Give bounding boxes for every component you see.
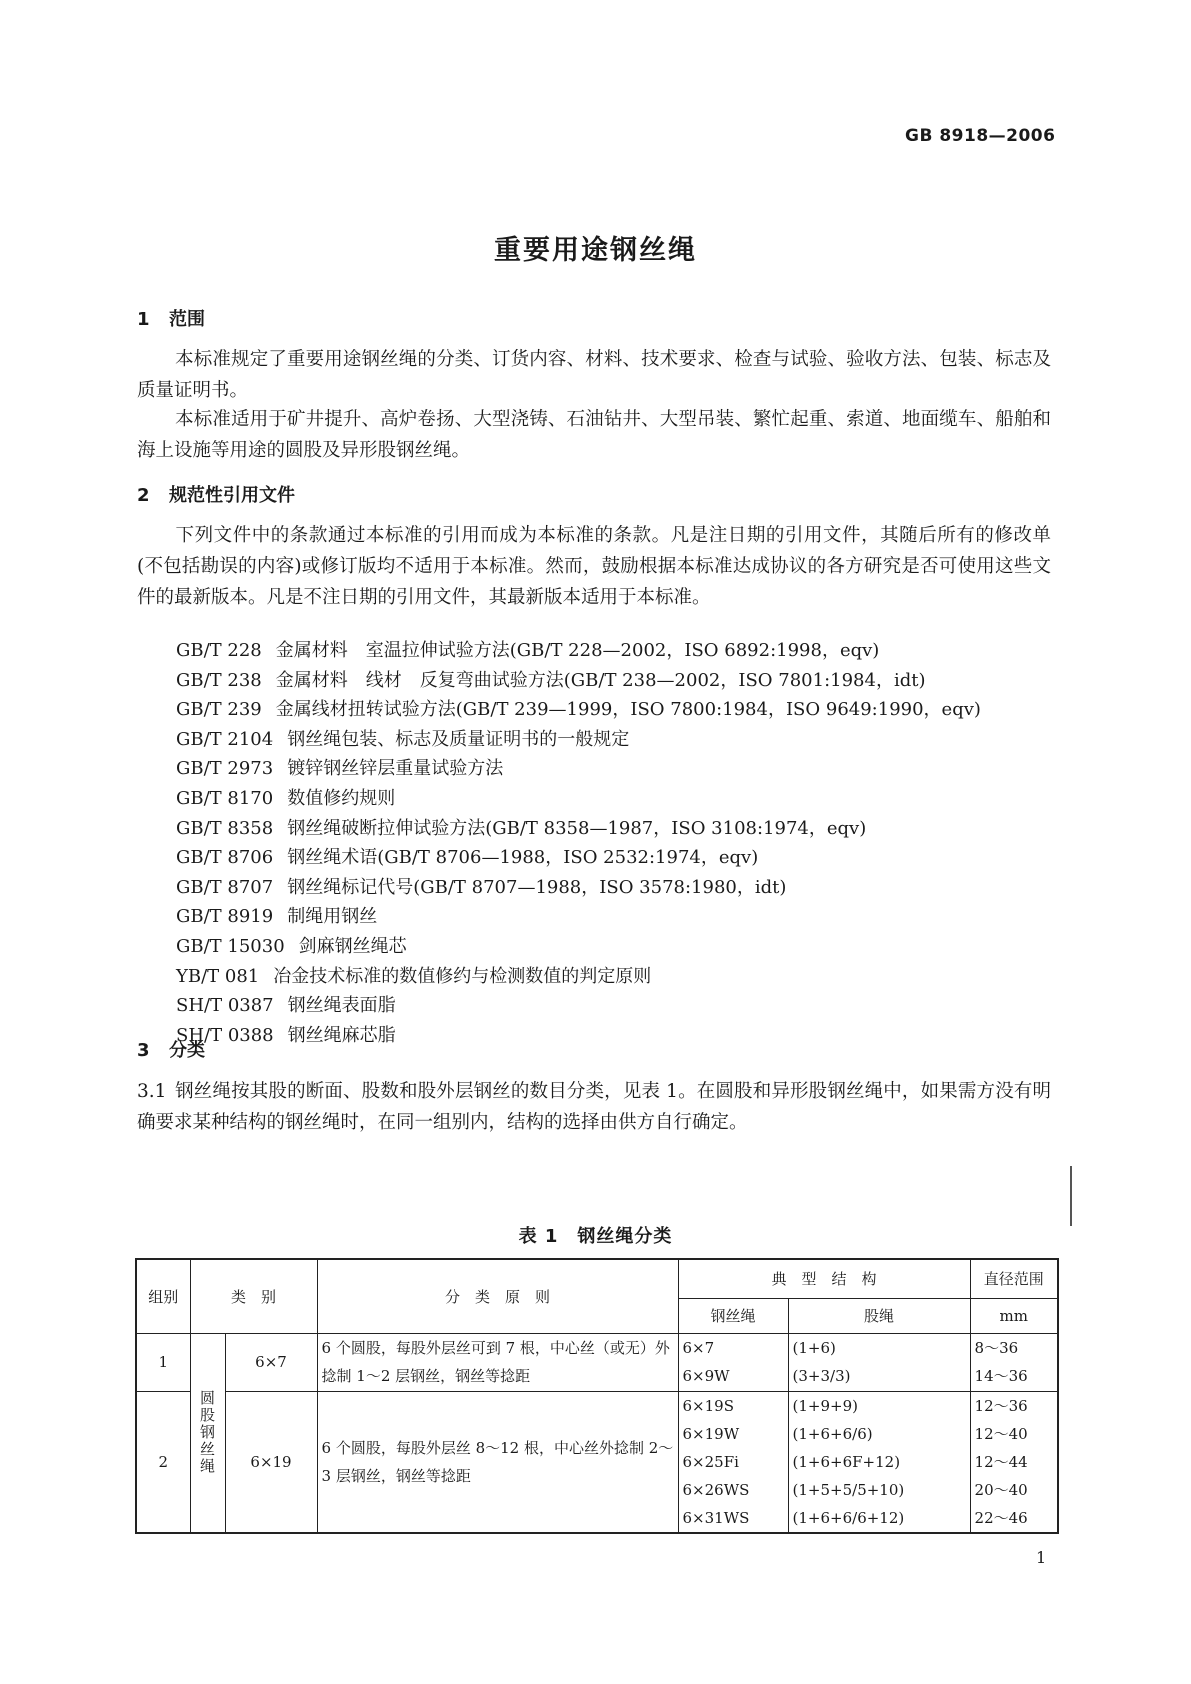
cell-line: 6×25Fi xyxy=(682,1452,739,1471)
section-1-heading xyxy=(137,305,205,331)
cell-line: 8～36 xyxy=(974,1339,1019,1357)
cell-line: 14～36 xyxy=(974,1367,1028,1385)
cell-line: 22～46 xyxy=(974,1508,1028,1527)
document-title: 重要用途钢丝绳 xyxy=(494,235,697,266)
reference-title: 冶金技术标准的数值修约与检测数值的判定原则 xyxy=(273,965,652,987)
reference-code: GB/T 2104 xyxy=(176,728,274,750)
cell-line: (1+9+9) xyxy=(792,1396,858,1415)
reference-item xyxy=(176,902,377,928)
cell-line: 6×19S xyxy=(682,1396,734,1415)
reference-code: GB/T 8919 xyxy=(176,906,274,928)
reference-title: 钢丝绳破断拉伸试验方法(GB/T 8358—1987，ISO 3108:1974，eqv) xyxy=(287,817,867,839)
reference-item xyxy=(176,725,629,751)
reference-title: 钢丝绳标记代号(GB/T 8707—1988，ISO 3578:1980，idt) xyxy=(287,876,787,898)
reference-item xyxy=(176,666,926,692)
section-1-paragraph-1: 本标准规定了重要用途钢丝绳的分类、订货内容、材料、技术要求、检查与试验、验收方法、包装、标志及质量证明书。 xyxy=(137,349,1051,401)
row-2-group: 2 xyxy=(136,1391,190,1533)
table-caption: 表 1 钢丝绳分类 xyxy=(518,1226,673,1247)
reference-title: 钢丝绳表面脂 xyxy=(287,995,396,1017)
section-number: 2 xyxy=(137,485,150,506)
row-1-group: 1 xyxy=(136,1333,190,1391)
reference-title: 金属材料 室温拉伸试验方法(GB/T 228—2002，ISO 6892:1998，eqv) xyxy=(275,640,880,661)
header-typical-structure: 典 型 结 构 xyxy=(678,1259,970,1298)
reference-code: GB/T 2973 xyxy=(176,758,274,780)
row-1-principle: 6 个圆股，每股外层丝可到 7 根，中心丝（或无）外捻制 1～2 层钢丝，钢丝等捻距 xyxy=(317,1333,678,1391)
reference-code: GB/T 15030 xyxy=(176,936,285,957)
cell-line: (1+6+6/6+12) xyxy=(792,1508,905,1527)
reference-title: 剑麻钢丝绳芯 xyxy=(298,936,407,957)
cell-line: 6×19W xyxy=(682,1424,740,1443)
reference-item xyxy=(176,873,786,899)
reference-code: SH/T 0387 xyxy=(176,995,274,1017)
cell-line: 6×9W xyxy=(682,1367,730,1385)
rope-type-label: 圆股钢丝绳 xyxy=(190,1333,225,1533)
reference-title: 钢丝绳包装、标志及质量证明书的一般规定 xyxy=(287,728,630,750)
header-unit: mm xyxy=(970,1298,1058,1333)
cell-line: 6×26WS xyxy=(682,1480,750,1499)
section-title: 范围 xyxy=(169,309,205,330)
header-group: 组别 xyxy=(136,1259,190,1333)
row-2-diameters xyxy=(970,1391,1058,1533)
header-principle: 分 类 原 则 xyxy=(317,1259,678,1333)
cell-line: (1+6) xyxy=(792,1339,836,1357)
cell-line: 12～36 xyxy=(974,1396,1028,1415)
cell-line: 6×31WS xyxy=(682,1508,750,1527)
cell-line: (1+6+6/6) xyxy=(792,1424,873,1443)
cell-line: (3+3/3) xyxy=(792,1367,851,1385)
row-1-diameters xyxy=(970,1333,1058,1391)
section-3-heading xyxy=(137,1036,205,1062)
reference-item xyxy=(176,932,407,958)
section-2-heading xyxy=(137,481,295,507)
header-strand: 股绳 xyxy=(788,1298,970,1333)
cell-line: 12～40 xyxy=(974,1424,1028,1443)
row-2-principle: 6 个圆股，每股外层丝 8～12 根，中心丝外捻制 2～3 层钢丝，钢丝等捻距 xyxy=(317,1391,678,1533)
header-category: 类 别 xyxy=(190,1259,317,1333)
page-number: 1 xyxy=(1036,1548,1047,1567)
reference-title: 金属线材扭转试验方法(GB/T 239—1999，ISO 7800:1984，ISO 9649:1990，eqv) xyxy=(275,699,981,721)
reference-code: GB/T 228 xyxy=(176,640,262,661)
section-1-paragraph-2: 本标准适用于矿井提升、高炉卷扬、大型浇铸、石油钻井、大型吊装、繁忙起重、索道、地面缆车、船舶和海上设施等用途的圆股及异形股钢丝绳。 xyxy=(137,409,1051,461)
clause-number: 3.1 xyxy=(137,1081,167,1102)
cell-line: 6×7 xyxy=(682,1339,715,1357)
row-2-class: 6×19 xyxy=(225,1391,317,1533)
row-2-strands xyxy=(788,1391,970,1533)
reference-code: GB/T 8706 xyxy=(176,847,274,869)
row-1-strands xyxy=(788,1333,970,1391)
section-2-paragraph-1: 下列文件中的条款通过本标准的引用而成为本标准的条款。凡是注日期的引用文件，其随后所有的修改单(不包括勘误的内容)或修订版均不适用于本标准。然而，鼓励根据本标准达成协议的各方研究是否可使用这些文件的最新版本。凡是不注日期的引用文件，其最新版本适用于本标准。 xyxy=(137,525,1051,608)
reference-title: 数值修约规则 xyxy=(287,788,396,809)
standard-code: GB 8918—2006 xyxy=(905,126,1056,146)
reference-code: GB/T 8707 xyxy=(176,876,274,898)
header-rope: 钢丝绳 xyxy=(678,1298,788,1333)
change-bar xyxy=(1070,1166,1072,1226)
reference-item xyxy=(176,754,503,780)
cell-line: (1+5+5/5+10) xyxy=(792,1480,905,1499)
reference-item xyxy=(176,636,879,662)
section-number: 3 xyxy=(137,1040,150,1061)
reference-item xyxy=(176,1021,396,1047)
header-diameter: 直径范围 xyxy=(970,1259,1058,1298)
reference-code: GB/T 238 xyxy=(176,669,262,691)
reference-code: GB/T 239 xyxy=(176,699,262,721)
section-title: 分类 xyxy=(169,1040,205,1061)
reference-title: 金属材料 线材 反复弯曲试验方法(GB/T 238—2002，ISO 7801:1984，idt) xyxy=(275,669,926,691)
reference-item xyxy=(176,991,396,1017)
reference-title: 镀锌钢丝锌层重量试验方法 xyxy=(287,758,504,780)
reference-code: GB/T 8170 xyxy=(176,788,274,809)
reference-item xyxy=(176,784,395,810)
row-1-class: 6×7 xyxy=(225,1333,317,1391)
reference-item xyxy=(176,843,758,869)
rope-classification-table xyxy=(135,1258,1059,1534)
section-number: 1 xyxy=(137,309,150,330)
reference-title: 钢丝绳术语(GB/T 8706—1988，ISO 2532:1974，eqv) xyxy=(287,847,759,869)
reference-title: 钢丝绳麻芯脂 xyxy=(287,1024,396,1046)
reference-title: 制绳用钢丝 xyxy=(287,906,378,928)
cell-line: 12～44 xyxy=(974,1452,1028,1471)
clause-3-1-paragraph: 3.1 钢丝绳按其股的断面、股数和股外层钢丝的数目分类，见表 1。在圆股和异形股钢丝绳中，如果需方没有明确要求某种结构的钢丝绳时，在同一组别内，结构的选择由供方自行确定。 xyxy=(137,1076,1051,1138)
reference-code: SH/T 0388 xyxy=(176,1024,274,1046)
reference-item xyxy=(176,695,981,721)
cell-line: (1+6+6F+12) xyxy=(792,1452,901,1471)
cell-line: 20～40 xyxy=(974,1480,1028,1499)
row-1-ropes xyxy=(678,1333,788,1391)
reference-code: YB/T 081 xyxy=(176,965,260,987)
row-2-ropes xyxy=(678,1391,788,1533)
reference-item xyxy=(176,814,866,840)
reference-code: GB/T 8358 xyxy=(176,817,274,839)
section-title: 规范性引用文件 xyxy=(169,485,295,506)
reference-item xyxy=(176,962,651,988)
